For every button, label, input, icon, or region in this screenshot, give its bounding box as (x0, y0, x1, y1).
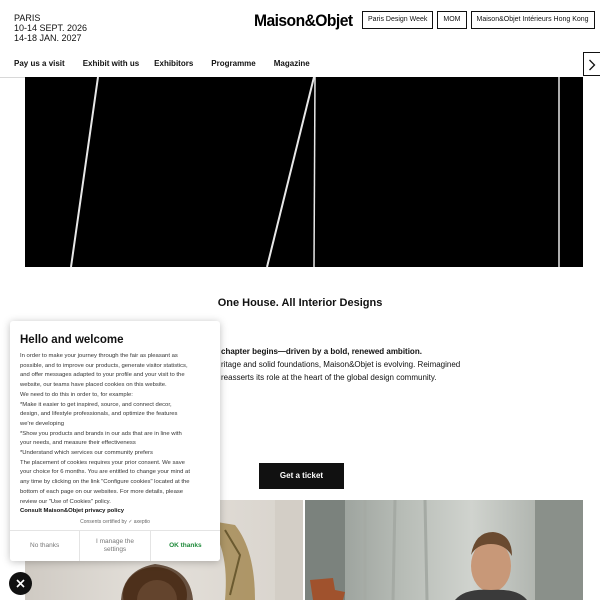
photo-man-shapes (305, 500, 583, 600)
cookie-text-line: *Make it easier to get inspired, source, and connect decor, (20, 401, 172, 408)
privacy-policy-link[interactable]: Consult Maison&Objet privacy policy (20, 508, 125, 515)
nav-item-exhibit[interactable]: Exhibit with us (82, 59, 140, 68)
nav-item-exhibitors[interactable]: Exhibitors (154, 59, 194, 68)
nav-scroll-button[interactable] (583, 52, 600, 76)
site-link-paris-design-week[interactable]: Paris Design Week (362, 11, 433, 29)
cookie-text-line: In order to make your journey through the fair as pleasant as (20, 353, 178, 359)
event-dates-september: 10-14 SEPT. 2026 (14, 23, 88, 33)
decline-cookies-button[interactable]: No thanks (10, 531, 79, 561)
get-ticket-button[interactable]: Get a ticket (259, 463, 344, 489)
maison-objet-logo[interactable]: Maison&Objet (254, 11, 353, 30)
cookie-actions (10, 530, 220, 561)
intro-lead: chapter begins—driven by a bold, renewed ambition. (221, 347, 422, 356)
cookie-text-line: review our "Use of Cookies" policy. (20, 498, 111, 505)
close-icon (16, 579, 25, 588)
cookie-text-line: we're developing (20, 420, 65, 427)
manage-settings-label-line: I manage the (96, 538, 134, 545)
event-dates (14, 13, 87, 43)
manage-settings-label (96, 538, 134, 554)
site-link-mom[interactable]: MOM (437, 11, 466, 29)
cookie-consent-dialog (10, 321, 220, 561)
cookie-text-line: any time by clicking on the link "Configure cookies" located at the (20, 479, 190, 486)
chevron-right-icon (588, 59, 596, 71)
cookie-text-line: website, our teams have placed cookies on this website. (20, 382, 167, 389)
accept-cookies-button[interactable]: OK thanks (150, 531, 220, 561)
cookie-text-line: possible, and to improve our products, generate visitor statistics, (20, 362, 188, 369)
close-cookie-button[interactable] (9, 572, 32, 595)
cookie-text-line: and offer messages adapted to your profile and your visit to the (20, 372, 185, 379)
event-city: PARIS (14, 13, 41, 23)
cookie-text-line: bottom of each page on our websites. For more details, please (20, 488, 184, 495)
cookie-body (20, 352, 214, 517)
main-nav (14, 59, 310, 68)
cookie-text-line: your needs, and measure their effectiveness (20, 440, 136, 447)
intro-line: reasserts its role at the heart of the global design community. (221, 373, 437, 382)
cookie-text-line: *Show you products and brands in our ads that are in line with (20, 430, 182, 437)
nav-item-magazine[interactable]: Magazine (273, 59, 310, 68)
cookie-title: Hello and welcome (20, 334, 124, 346)
cookie-text-line: your choice for 6 months. You are entitled to change your mind at (20, 469, 190, 476)
cookie-text-line: We need to do this in order to, for example: (20, 391, 133, 398)
site-links (362, 11, 595, 29)
manage-settings-label-line: settings (103, 546, 127, 553)
cookie-text-line: *Understand which services our community prefers (20, 450, 153, 457)
intro-line: ritage and solid foundations, Maison&Objet is evolving. Reimagined (221, 360, 461, 369)
intro-text (221, 345, 501, 384)
cookie-text-line: The placement of cookies requires your prior consent. We save (20, 459, 185, 466)
nav-item-visit[interactable]: Pay us a visit (14, 59, 65, 68)
hero-tagline: One House. All Interior Designs (217, 297, 383, 309)
photo-man (305, 500, 583, 600)
axeptio-certification: Consents certified by ✓ axeptio (80, 519, 150, 525)
hero-video[interactable] (25, 77, 583, 267)
cookie-text-line: design, and lifestyle professionals, and optimize the features (20, 411, 178, 418)
hero-video-lines (25, 77, 583, 267)
event-dates-january: 14-18 JAN. 2027 (14, 33, 82, 43)
site-link-hong-kong[interactable]: Maison&Objet Intérieurs Hong Kong (471, 11, 595, 29)
nav-item-programme[interactable]: Programme (211, 59, 256, 68)
manage-settings-button[interactable] (79, 531, 149, 561)
